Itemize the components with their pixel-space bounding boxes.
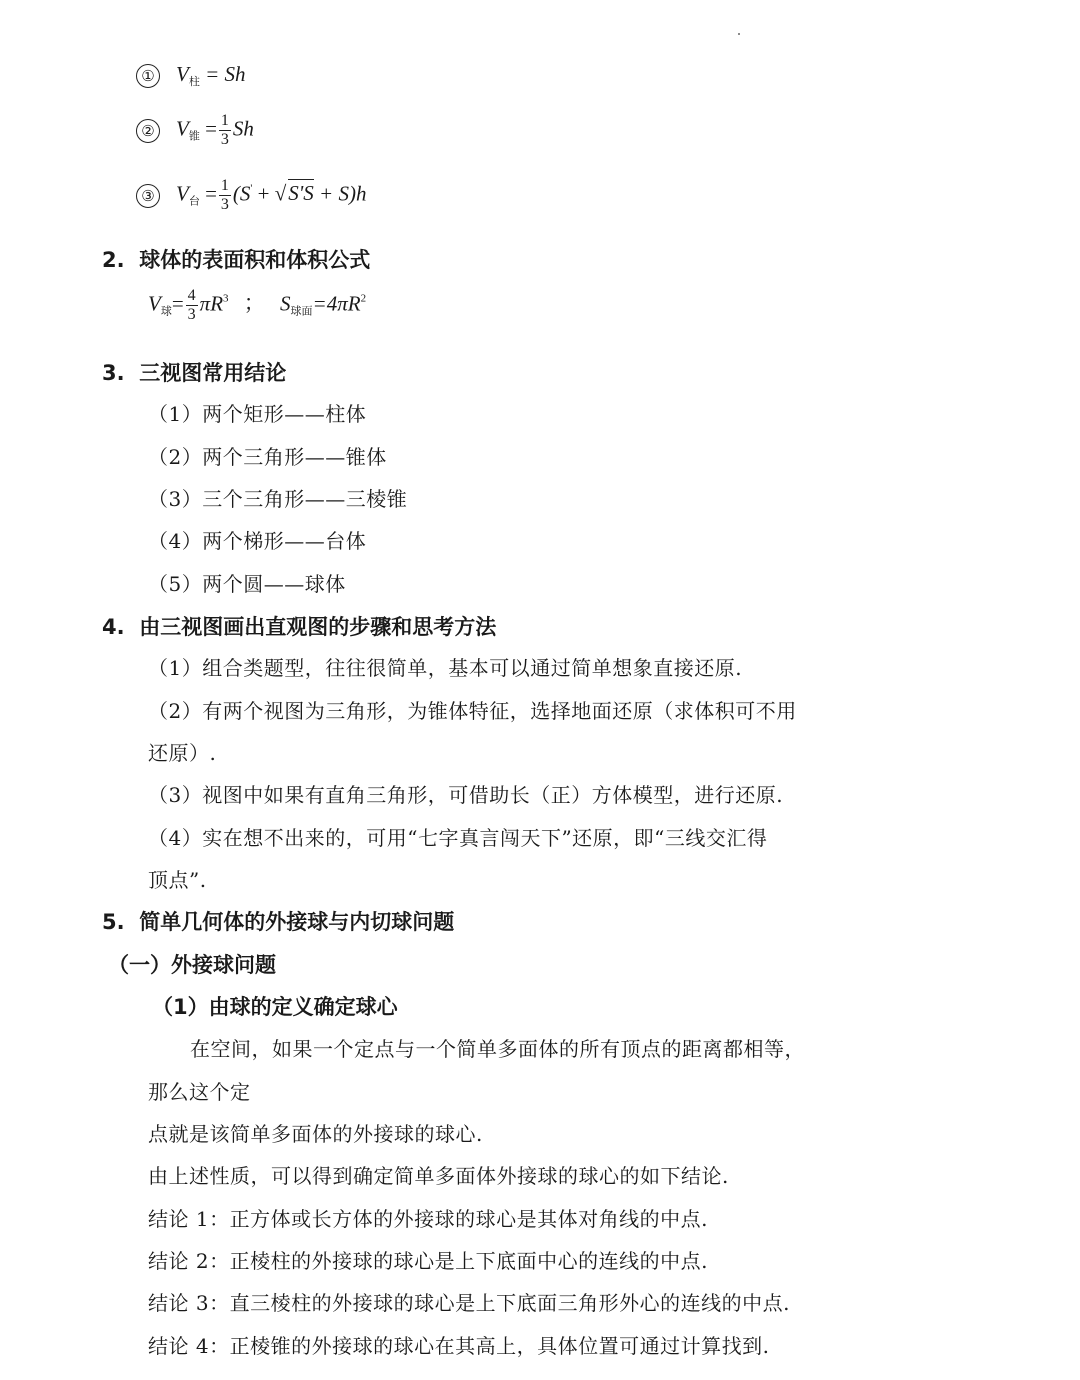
paragraph-line: 那么这个定 (148, 1080, 251, 1104)
fraction: $\frac{1}{3}$ (220, 177, 229, 213)
circled-number-2: ② (136, 119, 160, 143)
conclusion-item: 结论 3：直三棱柱的外接球的球心是上下底面三角形外心的连线的中点. (148, 1291, 790, 1315)
square-root: S'S (288, 181, 314, 206)
sub-heading: （一）外接球问题 (108, 953, 276, 977)
circled-number-1: ① (136, 64, 160, 88)
list-item: （2）两个三角形——锥体 (148, 445, 387, 469)
list-item: （3）三个三角形——三棱锥 (148, 487, 408, 511)
list-item: （4）两个梯形——台体 (148, 529, 367, 553)
stray-dot (738, 33, 740, 35)
sub-sub-heading: （1）由球的定义确定球心 (152, 995, 398, 1019)
fraction: $\frac{1}{3}$ (220, 112, 229, 148)
paragraph-line: 由上述性质，可以得到确定简单多面体外接球的球心的如下结论. (148, 1164, 729, 1188)
section-heading-5: 5. 简单几何体的外接球与内切球问题 (102, 910, 455, 934)
formula-frustum-volume: ③ $V_台$ = $\frac{1}{3}$ (S' + √S'S + S)h (136, 177, 366, 214)
list-item-continuation: 顶点”. (148, 868, 207, 892)
conclusion-item: 结论 4：正棱锥的外接球的球心在其高上，具体位置可通过计算找到. (148, 1334, 770, 1358)
formula-sphere: $V_球=$ $\frac{4}{3}$ $\pi R^3$ ； $S_{球面}=4\pi R^2$ (148, 287, 367, 323)
circled-number-3: ③ (136, 184, 160, 208)
conclusion-item: 结论 2：正棱柱的外接球的球心是上下底面中心的连线的中点. (148, 1249, 708, 1273)
formula-pyramid-volume: ② $V_锥$ = $\frac{1}{3}$ Sh (136, 112, 254, 149)
section-heading-3: 3. 三视图常用结论 (102, 361, 287, 385)
list-item-continuation: 还原）. (148, 741, 217, 765)
section-heading-2: 2. 球体的表面积和体积公式 (102, 248, 371, 272)
list-item: （4）实在想不出来的，可用“七字真言闯天下”还原，即“三线交汇得 (148, 826, 768, 850)
section-heading-4: 4. 由三视图画出直观图的步骤和思考方法 (102, 615, 497, 639)
list-item: （5）两个圆——球体 (148, 572, 346, 596)
paragraph-line: 点就是该简单多面体的外接球的球心. (148, 1122, 483, 1146)
list-item: （2）有两个视图为三角形，为锥体特征，选择地面还原（求体积可不用 (148, 699, 797, 723)
list-item: （3）视图中如果有直角三角形，可借助长（正）方体模型，进行还原. (148, 783, 784, 807)
list-item: （1）两个矩形——柱体 (148, 402, 367, 426)
formula-prism-volume: ① $V_柱 = Sh$ (136, 62, 246, 89)
paragraph-line: 在空间，如果一个定点与一个简单多面体的所有顶点的距离都相等， (190, 1037, 805, 1061)
conclusion-item: 结论 1：正方体或长方体的外接球的球心是其体对角线的中点. (148, 1207, 708, 1231)
list-item: （1）组合类题型，往往很简单，基本可以通过简单想象直接还原. (148, 656, 743, 680)
fraction: $\frac{4}{3}$ (187, 287, 196, 323)
